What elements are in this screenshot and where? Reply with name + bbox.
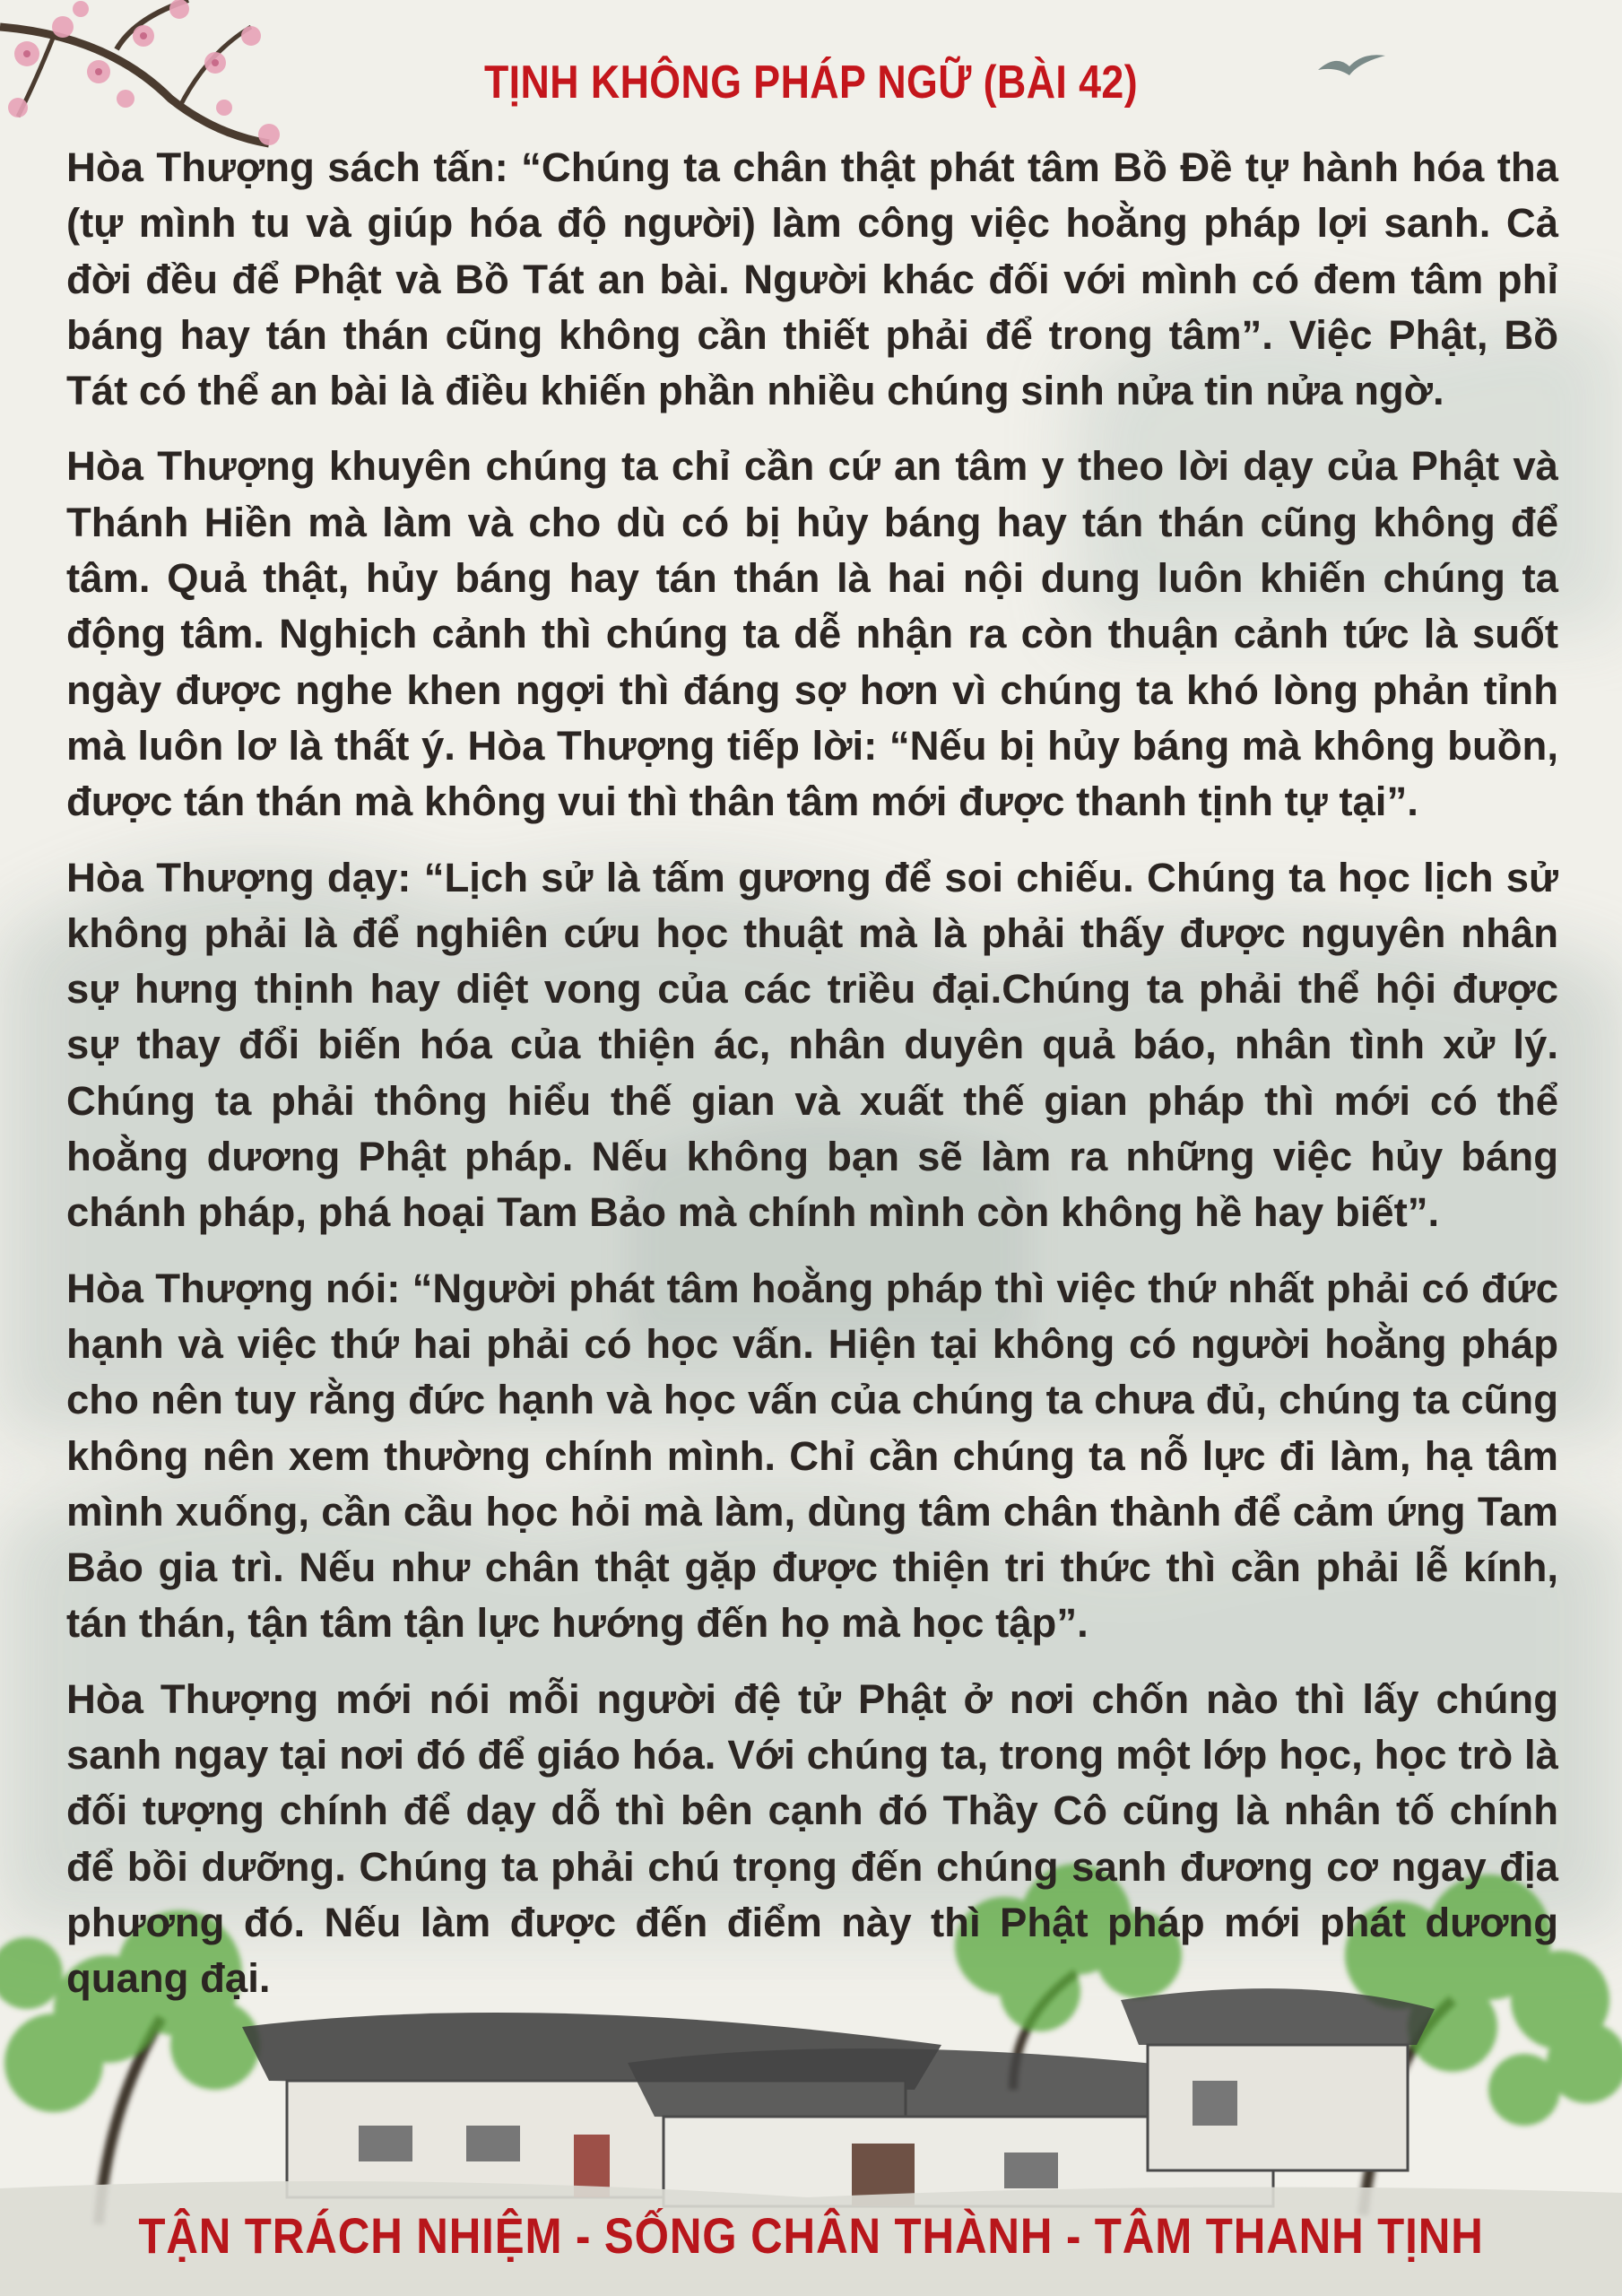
page-title: TỊNH KHÔNG PHÁP NGỮ (BÀI 42) — [483, 57, 1139, 109]
paragraph-5: Hòa Thượng mới nói mỗi người đệ tử Phật ở nơi chốn nào thì lấy chúng sanh ngay tại nơi đó để giáo hóa. Với chúng ta, trong một lớp học, học trò là đối tượng chính để dạy dỗ thì bên cạnh đó Thầy Cô cũng là nhân tố chính để bồi dưỡng. Chúng ta phải chú trọng đến chúng sanh đương cơ ngay địa phương đó. Nếu làm được đến điểm này thì Phật pháp mới phát dương quang đại. — [66, 1675, 1558, 2002]
paragraph-3: Hòa Thượng dạy: “Lịch sử là tấm gương để soi chiếu. Chúng ta học lịch sử không phải là để nghiên cứu học thuật mà là phải thấy được nguyên nhân sự hưng thịnh hay diệt vong của các triều đại.Chúng ta phải thể hội được sự thay đổi biến hóa của thiện ác, nhân duyên quả báo, nhân tình xử lý. Chúng ta phải thông hiểu thế gian và xuất thế gian pháp thì mới có thể hoằng dương Phật pháp. Nếu không bạn sẽ làm ra những việc hủy báng chánh pháp, phá hoại Tam Bảo mà chính mình còn không hề hay biết”. — [66, 854, 1558, 1236]
paragraph-4: Hòa Thượng nói: “Người phát tâm hoằng pháp thì việc thứ nhất phải có đức hạnh và việc thứ hai phải có học vấn. Hiện tại không có người hoằng pháp cho nên tuy rằng đức hạnh và học vấn của chúng ta chưa đủ, chúng ta cũng không nên xem thường chính mình. Chỉ cần chúng ta nỗ lực đi làm, hạ tâm mình xuống, cần cầu học hỏi mà làm, dùng tâm chân thành để cảm ứng Tam Bảo gia trì. Nếu như chân thật gặp được thiện tri thức thì cần phải lễ kính, tán thán, tận tâm tận lực hướng đến họ mà học tập”. — [66, 1265, 1558, 1647]
paragraph-1: Hòa Thượng sách tấn: “Chúng ta chân thật phát tâm Bồ Đề tự hành hóa tha (tự mình tu và giúp hóa độ người) làm công việc hoằng pháp lợi sanh. Cả đời đều để Phật và Bồ Tát an bài. Người khác đối với mình có đem tâm phỉ báng hay tán thán cũng không cần thiết phải để trong tâm”. Việc Phật, Bồ Tát có thể an bài là điều khiến phần nhiều chúng sinh nửa tin nửa ngờ. — [66, 144, 1558, 414]
footer-slogan: TẬN TRÁCH NHIỆM - SỐNG CHÂN THÀNH - TÂM THANH TỊNH — [138, 2207, 1484, 2264]
article-body — [66, 140, 1558, 2027]
paragraph-2: Hòa Thượng khuyên chúng ta chỉ cần cứ an tâm y theo lời dạy của Phật và Thánh Hiền mà làm và cho dù có bị hủy báng hay tán thán cũng không để tâm. Quả thật, hủy báng hay tán thán là hai nội dung luôn khiến chúng ta động tâm. Nghịch cảnh thì chúng ta dễ nhận ra còn thuận cảnh tức là suốt ngày được nghe khen ngợi thì đáng sợ hơn vì chúng ta khó lòng phản tỉnh mà luôn lơ là thất ý. Hòa Thượng tiếp lời: “Nếu bị hủy báng mà không buồn, được tán thán mà không vui thì thân tâm mới được thanh tịnh tự tại”. — [66, 443, 1558, 825]
